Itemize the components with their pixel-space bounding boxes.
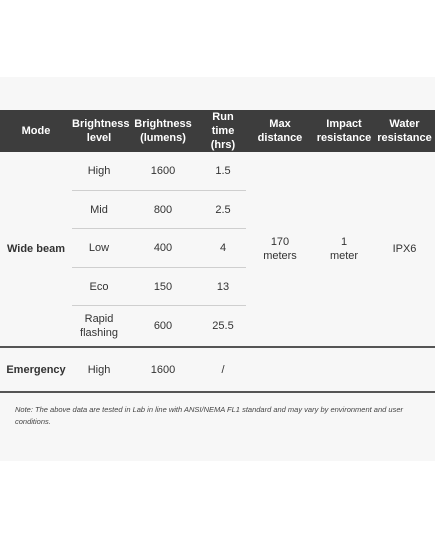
cell-lumens: 600 [126,306,200,348]
spec-table [0,110,435,393]
cell-empty [314,347,374,392]
header-water-resistance: Water resistance [374,110,435,152]
header-brightness-level: Brightness level [72,110,126,152]
cell-empty [374,347,435,392]
header-brightness-lumens: Brightness (lumens) [126,110,200,152]
cell-level: High [72,152,126,191]
mode-wide-beam: Wide beam [0,152,72,347]
cell-impact-resistance: 1 meter [314,152,374,347]
header-max-distance: Max distance [246,110,314,152]
table-row-emergency [0,347,435,392]
cell-water-resistance: IPX6 [374,152,435,347]
cell-lumens: 1600 [126,347,200,392]
cell-max-distance: 170 meters [246,152,314,347]
cell-level: Mid [72,191,126,229]
cell-level: High [72,347,126,392]
header-run-time: Run time (hrs) [200,110,246,152]
cell-runtime: 2.5 [200,191,246,229]
cell-level: Low [72,229,126,268]
cell-level: Rapid flashing [72,306,126,348]
cell-runtime: / [200,347,246,392]
mode-emergency: Emergency [0,347,72,392]
cell-runtime: 25.5 [200,306,246,348]
cell-runtime: 4 [200,229,246,268]
cell-lumens: 400 [126,229,200,268]
footnote: Note: The above data are tested in Lab in line with ANSI/NEMA FL1 standard and may vary by environment and user conditions. [15,405,403,426]
cell-lumens: 800 [126,191,200,229]
header-impact-resistance: Impact resistance [314,110,374,152]
header-row [0,110,435,152]
cell-runtime: 1.5 [200,152,246,191]
cell-level: Eco [72,268,126,306]
cell-empty [246,347,314,392]
header-mode: Mode [0,110,72,152]
table-row [0,152,435,191]
cell-lumens: 150 [126,268,200,306]
cell-lumens: 1600 [126,152,200,191]
cell-runtime: 13 [200,268,246,306]
